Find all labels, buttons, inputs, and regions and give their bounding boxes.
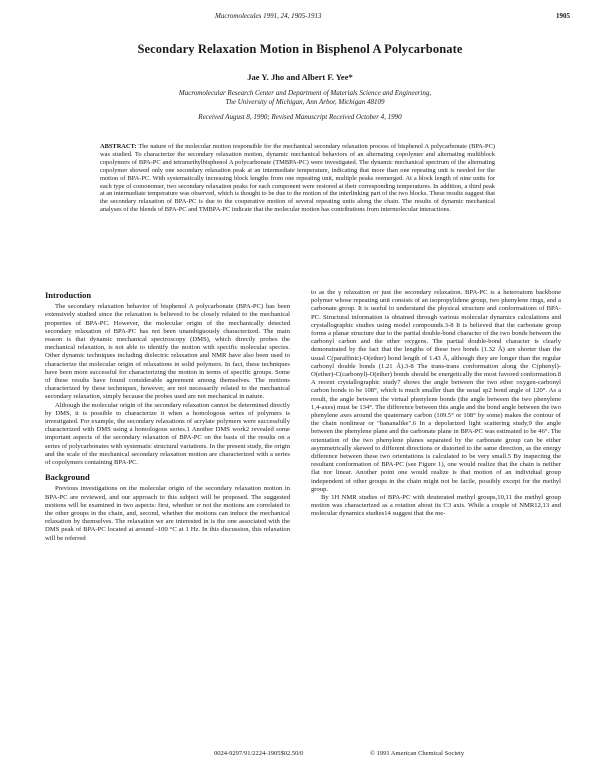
heading-introduction: Introduction — [45, 290, 92, 300]
page-number: 1905 — [556, 12, 570, 20]
journal-citation: Macromolecules 1991, 24, 1905-1913 — [215, 12, 322, 20]
abstract-label: ABSTRACT: — [100, 143, 137, 150]
received-dates: Received August 8, 1990; Revised Manuscript Received October 4, 1990 — [198, 113, 402, 121]
intro-paragraph-1: The secondary relaxation behavior of bisphenol A polycarbonate (BPA-PC) has been extensively studied since the relaxation is believed to be closely related to the mechanical properties of BPA-PC. However, the molecular origin of the mechanically detected secondary relaxation of BPA-PC has not been unambiguously characterized. The main reason is that dynamic mechanical spectroscopy (DMS), which directly probes the mechanical relaxation, is not able to identify the motion with specific molecular species. Other dynamic techniques including dielectric relaxation and NMR have also been used to characterize the molecular origin of relaxations in solid polymers. In fact, these techniques have been more successful for characterizing the motion in terms of specific groups. Some of these results have found considerable agreement among themselves. The motions characterized by these techniques, however, are not necessarily related to the mechanical secondary relaxation, simply because the probes used are not mechanical in nature. — [45, 303, 290, 401]
article-title: Secondary Relaxation Motion in Bisphenol A Polycarbonate — [137, 42, 463, 56]
abstract-text: The nature of the molecular motion responsible for the mechanical secondary relaxation process of bisphenol A polycarbonate (BPA-PC) was studied. To characterize the secondary relaxation motion, dynamic mechanical behaviors of an alternating copolymer and alternating multiblock copolymers of BPA-PC and tetramethylbisphenol A polycarbonate (TMBPA-PC) were investigated. The dynamic mechanical spectrum of the alternating copolymer showed only one secondary relaxation peak at an intermediate temperature, indicating that more than one repeating unit is needed for the motion of BPA-PC. With systematically increasing block lengths from one repeating unit, multiple peaks reemerged. At a block length of nine units for each type of comonomer, two secondary relaxation peaks for each component were restored at their corresponding temperatures. In addition, a third peak at an intermediate temperature was observed, which is thought to be due to the motion of the interlinking part of the two blocks. These results suggest that the secondary relaxation of BPA-PC is due to the cooperative motion of several repeating units along the chain. The results of dynamic mechanical analyses of the blends of BPA-PC and TMBPA-PC indicate that the molecular motion has contributions from intermolecular interactions. — [100, 143, 495, 214]
copyright: © 1991 American Chemical Society — [370, 750, 465, 757]
article-authors: Jae Y. Jho and Albert F. Yee* — [247, 72, 353, 82]
heading-background: Background — [45, 472, 90, 483]
intro-paragraph-2: Although the molecular origin of the secondary relaxation cannot be determined directly by DMS, it is possible to characterize it when a homologous series of polymers is investigated. For example, the secondary relaxations of acrylate polymers were successfully characterized with DMS using a homologous series.1 Another DMS work2 revealed some important aspects of the secondary relaxation of BPA-PC on the basis of the results on a series of polycarbonates with systematic structural variations. In the present study, the origin and the scale of the mechanical secondary relaxation motion are characterized with a series of copolymers containing BPA-PC. — [45, 401, 290, 467]
article-code: 0024-9297/91/2224-1905$02.50/0 — [214, 750, 304, 757]
right-paragraph-2: By 1H NMR studies of BPA-PC with deuterated methyl groups,10,11 the methyl group motion was characterized as a rotation about its C3 axis. While a couple of NMR12,13 and molecular dynamics studies14 suggest that the me- — [311, 494, 561, 518]
right-paragraph-1: to as the γ relaxation or just the secondary relaxation. BPA-PC is a heteroatom backbone polymer whose repeating unit consists of an isopropylidene group, two phenylene rings, and a carbonate group. It is useful to understand the physical structure and conformations of BPA-PC. Structural information is obtained through various molecular dynamics calculations and crystallographic studies using model compounds.3-8 It is believed that the carbonate group forms a planar structure due to the partial double-bond character of the two bonds between the carbonyl carbon and the ether oxygens. The partial double-bond character is clearly demonstrated by the fact that the lengths of these two bonds (1.32 Å) are shorter than the usual C(paraffinic)-O(ether) bond length of 1.43 Å, although they are longer than the regular carbonyl double bonds (1.21 Å).3-8 The trans-trans conformation along the C(phenyl)-O(ether)-C(carbonyl)-O(ether) bonds should be energetically the most favored conformation.8 A recent crystallographic study7 shows the angle between the two ether oxygen-carbonyl carbon bonds to be 108°, which is much smaller than the usual sp2 bond angle of 120°. As a result, the angle between the virtual phenylene bonds (the angle between the two phenylene 1,4-axes) must be 134°. The difference between this angle and the bond angle between the two phenylene axes around the quaternary carbon (109.5° or 108° by some) makes the contour of the chain nonlinear or "bananalike".6 In a depolarized light scattering study,9 the angle between the phenylene plane and the carbonate plane in BPA-PC was estimated to be 46°. The orientation of the two phenylene planes separated by the carbonate group can be either asymmetrically skewed to different directions or distorted to the same direction, as the energy difference between these two orientations is calculated to be very small.5 By inspecting the resultant conformation of BPA-PC (see Figure 1), one would realize that the chain is neither flat nor linear. Another point one would realize is that motion of an individual group independent of other groups in the chain might not be facile, possibly except for the methyl group. — [311, 289, 561, 493]
right-column — [311, 289, 561, 519]
background-paragraph-1: Previous investigations on the molecular origin of the secondary relaxation motion in BPA-PC are reviewed, and our approach to this subject will be proposed. The suggested motions will be examined in two aspects: first, whether or not the motions are correlated to the other groups in the chain, and, second, whether the motions can induce the mechanical relaxation by themselves. The relaxation we are interested in is the one associated with the DMS peak of BPA-PC located at around -100 °C at 1 Hz. In this discussion, this relaxation will be referred — [45, 485, 290, 542]
left-column — [45, 291, 290, 543]
affiliation — [120, 89, 490, 107]
abstract — [100, 143, 495, 214]
affiliation-line-1: Macromolecular Research Center and Department of Materials Science and Engineering, — [178, 89, 432, 97]
affiliation-line-2: The University of Michigan, Ann Arbor, Michigan 48109 — [225, 98, 385, 106]
